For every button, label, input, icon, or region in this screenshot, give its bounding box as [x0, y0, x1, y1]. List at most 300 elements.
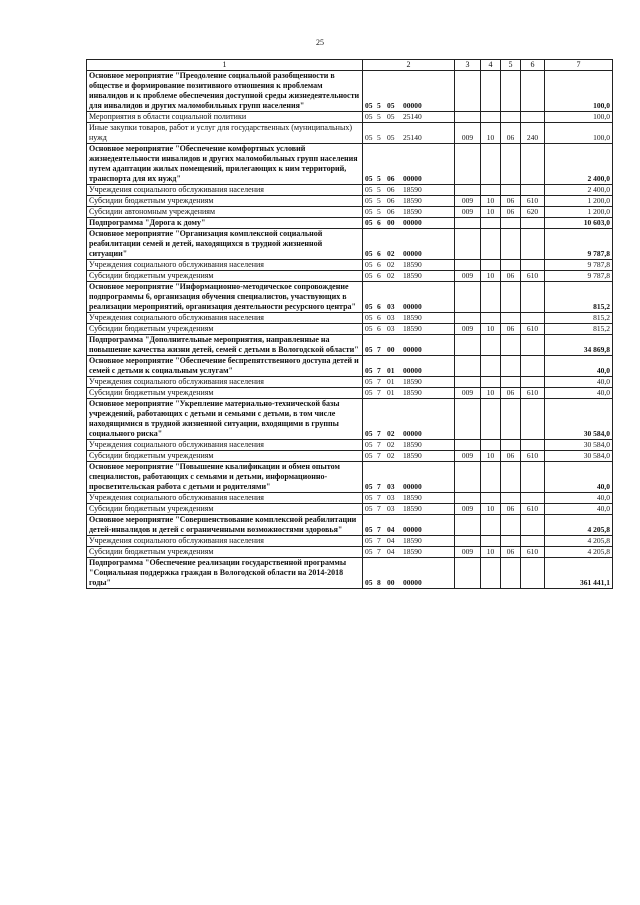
row-target-code: [363, 112, 455, 123]
row-section-code: [481, 260, 501, 271]
code-part-k4: 00000: [403, 345, 422, 354]
code-part-k3: 02: [387, 440, 395, 449]
code-part-k3: 03: [387, 302, 395, 311]
row-ministry-code: 009: [455, 388, 481, 399]
header-col-4: 4: [481, 60, 501, 71]
row-section-code: 10: [481, 388, 501, 399]
header-col-1: 1: [87, 60, 363, 71]
table-row: [87, 229, 613, 260]
row-expense-type: [521, 462, 545, 493]
code-part-k2: 7: [377, 493, 381, 502]
row-expense-type: 610: [521, 547, 545, 558]
row-section-code: [481, 377, 501, 388]
table-row: [87, 451, 613, 462]
row-section-code: [481, 229, 501, 260]
code-part-k1: 05: [365, 366, 373, 375]
row-target-code: [363, 462, 455, 493]
header-row: [87, 60, 613, 71]
row-ministry-code: [455, 356, 481, 377]
row-subsection-code: 06: [501, 547, 521, 558]
code-part-k2: 7: [377, 451, 381, 460]
row-subsection-code: [501, 260, 521, 271]
row-ministry-code: [455, 313, 481, 324]
row-ministry-code: [455, 185, 481, 196]
code-part-k1: 05: [365, 388, 373, 397]
row-subsection-code: [501, 335, 521, 356]
code-part-k2: 5: [377, 101, 381, 110]
row-expense-type: [521, 440, 545, 451]
table-row: [87, 388, 613, 399]
header-col-3: 3: [455, 60, 481, 71]
code-part-k2: 6: [377, 302, 381, 311]
row-subsection-code: [501, 112, 521, 123]
row-amount: 2 400,0: [545, 144, 613, 185]
table-row: [87, 144, 613, 185]
code-part-k3: 02: [387, 451, 395, 460]
row-ministry-code: [455, 399, 481, 440]
code-part-k2: 5: [377, 112, 381, 121]
row-subsection-code: [501, 185, 521, 196]
row-section-code: 10: [481, 271, 501, 282]
table-row: [87, 558, 613, 589]
row-subsection-code: 06: [501, 123, 521, 144]
table-row: [87, 218, 613, 229]
row-section-code: 10: [481, 547, 501, 558]
row-amount: 815,2: [545, 313, 613, 324]
code-part-k2: 5: [377, 133, 381, 142]
code-part-k4: 18590: [403, 207, 422, 216]
row-target-code: [363, 547, 455, 558]
row-target-code: [363, 71, 455, 112]
row-expense-type: [521, 377, 545, 388]
code-part-k3: 04: [387, 547, 395, 556]
code-part-k3: 06: [387, 174, 395, 183]
code-part-k3: 01: [387, 388, 395, 397]
table-row: [87, 536, 613, 547]
row-name: Учреждения социального обслуживания населения: [87, 377, 363, 388]
code-part-k4: 18590: [403, 451, 422, 460]
row-subsection-code: 06: [501, 207, 521, 218]
row-amount: 40,0: [545, 462, 613, 493]
table-row: [87, 196, 613, 207]
code-part-k2: 7: [377, 504, 381, 513]
row-amount: 100,0: [545, 71, 613, 112]
header-col-2: 2: [363, 60, 455, 71]
code-part-k2: 7: [377, 377, 381, 386]
code-part-k3: 05: [387, 133, 395, 142]
code-part-k1: 05: [365, 504, 373, 513]
code-part-k1: 05: [365, 112, 373, 121]
row-ministry-code: 009: [455, 123, 481, 144]
row-section-code: [481, 313, 501, 324]
row-ministry-code: 009: [455, 324, 481, 335]
code-part-k3: 03: [387, 313, 395, 322]
row-target-code: [363, 536, 455, 547]
row-ministry-code: 009: [455, 271, 481, 282]
code-part-k2: 7: [377, 482, 381, 491]
row-amount: 1 200,0: [545, 196, 613, 207]
row-name: Субсидии бюджетным учреждениям: [87, 271, 363, 282]
row-expense-type: 610: [521, 504, 545, 515]
code-part-k3: 03: [387, 482, 395, 491]
row-expense-type: 610: [521, 388, 545, 399]
row-ministry-code: 009: [455, 547, 481, 558]
row-amount: 30 584,0: [545, 399, 613, 440]
code-part-k1: 05: [365, 196, 373, 205]
row-ministry-code: 009: [455, 451, 481, 462]
table-row: [87, 399, 613, 440]
row-target-code: [363, 324, 455, 335]
row-ministry-code: [455, 144, 481, 185]
row-section-code: [481, 144, 501, 185]
row-ministry-code: [455, 229, 481, 260]
table-row: [87, 260, 613, 271]
row-target-code: [363, 440, 455, 451]
row-name: Субсидии бюджетным учреждениям: [87, 324, 363, 335]
row-section-code: 10: [481, 207, 501, 218]
row-name: Учреждения социального обслуживания населения: [87, 536, 363, 547]
row-subsection-code: 06: [501, 324, 521, 335]
code-part-k1: 05: [365, 578, 373, 587]
row-ministry-code: 009: [455, 196, 481, 207]
row-expense-type: 240: [521, 123, 545, 144]
row-subsection-code: [501, 218, 521, 229]
row-subsection-code: [501, 536, 521, 547]
row-target-code: [363, 229, 455, 260]
page-number: 25: [316, 38, 324, 47]
row-section-code: [481, 536, 501, 547]
row-target-code: [363, 207, 455, 218]
row-amount: 815,2: [545, 324, 613, 335]
row-ministry-code: [455, 462, 481, 493]
code-part-k1: 05: [365, 218, 373, 227]
code-part-k2: 7: [377, 388, 381, 397]
row-target-code: [363, 185, 455, 196]
row-expense-type: [521, 185, 545, 196]
row-expense-type: 610: [521, 196, 545, 207]
row-expense-type: 610: [521, 324, 545, 335]
code-part-k1: 05: [365, 345, 373, 354]
code-part-k3: 01: [387, 366, 395, 375]
row-target-code: [363, 558, 455, 589]
row-subsection-code: [501, 144, 521, 185]
row-expense-type: [521, 282, 545, 313]
row-target-code: [363, 282, 455, 313]
code-part-k3: 05: [387, 101, 395, 110]
row-section-code: [481, 558, 501, 589]
row-target-code: [363, 451, 455, 462]
row-expense-type: [521, 71, 545, 112]
header-col-5: 5: [501, 60, 521, 71]
code-part-k1: 05: [365, 493, 373, 502]
table-row: [87, 313, 613, 324]
code-part-k2: 8: [377, 578, 381, 587]
budget-table: [86, 59, 613, 589]
row-section-code: [481, 71, 501, 112]
code-part-k1: 05: [365, 324, 373, 333]
row-amount: 40,0: [545, 356, 613, 377]
row-amount: 100,0: [545, 112, 613, 123]
code-part-k2: 7: [377, 429, 381, 438]
table-row: [87, 493, 613, 504]
row-expense-type: [521, 313, 545, 324]
row-ministry-code: [455, 536, 481, 547]
row-expense-type: [521, 399, 545, 440]
code-part-k4: 25140: [403, 112, 422, 121]
table-row: [87, 123, 613, 144]
code-part-k2: 5: [377, 185, 381, 194]
code-part-k3: 04: [387, 536, 395, 545]
row-name: Субсидии бюджетным учреждениям: [87, 547, 363, 558]
code-part-k4: 18590: [403, 504, 422, 513]
row-name: Основное мероприятие "Информационно-методическое сопровождение подпрограммы 6, организация обучения специалистов, участвующих в реализации мероприятий, организация деятельности ресурсного центра": [87, 282, 363, 313]
code-part-k2: 6: [377, 271, 381, 280]
row-subsection-code: [501, 282, 521, 313]
code-part-k4: 18590: [403, 388, 422, 397]
code-part-k3: 02: [387, 249, 395, 258]
row-target-code: [363, 218, 455, 229]
table-row: [87, 112, 613, 123]
row-section-code: 10: [481, 123, 501, 144]
row-target-code: [363, 123, 455, 144]
code-part-k1: 05: [365, 133, 373, 142]
code-part-k1: 05: [365, 185, 373, 194]
row-name: Субсидии автономным учреждениям: [87, 207, 363, 218]
code-part-k4: 18590: [403, 377, 422, 386]
code-part-k1: 05: [365, 101, 373, 110]
code-part-k2: 7: [377, 440, 381, 449]
code-part-k3: 06: [387, 196, 395, 205]
row-target-code: [363, 313, 455, 324]
row-target-code: [363, 493, 455, 504]
row-section-code: 10: [481, 324, 501, 335]
code-part-k1: 05: [365, 547, 373, 556]
code-part-k1: 05: [365, 313, 373, 322]
code-part-k2: 6: [377, 218, 381, 227]
code-part-k4: 00000: [403, 101, 422, 110]
table-row: [87, 335, 613, 356]
row-section-code: [481, 356, 501, 377]
row-name: Основное мероприятие "Обеспечение беспрепятственного доступа детей и семей с детьми к социальным услугам": [87, 356, 363, 377]
code-part-k4: 00000: [403, 218, 422, 227]
code-part-k4: 18590: [403, 547, 422, 556]
code-part-k4: 18590: [403, 271, 422, 280]
table-row: [87, 282, 613, 313]
row-section-code: [481, 440, 501, 451]
row-subsection-code: [501, 440, 521, 451]
row-name: Учреждения социального обслуживания населения: [87, 493, 363, 504]
row-target-code: [363, 399, 455, 440]
code-part-k4: 18590: [403, 536, 422, 545]
row-amount: 1 200,0: [545, 207, 613, 218]
code-part-k2: 5: [377, 207, 381, 216]
code-part-k2: 6: [377, 324, 381, 333]
row-expense-type: 610: [521, 271, 545, 282]
row-ministry-code: [455, 218, 481, 229]
row-expense-type: 610: [521, 451, 545, 462]
row-section-code: [481, 282, 501, 313]
code-part-k2: 7: [377, 547, 381, 556]
table-row: [87, 185, 613, 196]
code-part-k4: 00000: [403, 302, 422, 311]
table-row: [87, 462, 613, 493]
row-name: Основное мероприятие "Обеспечение комфортных условий жизнедеятельности инвалидов и других маломобильных групп населения путем адаптации жилых помещений, прилегающих к ним территорий, транспорта для их нужд": [87, 144, 363, 185]
code-part-k1: 05: [365, 174, 373, 183]
row-target-code: [363, 515, 455, 536]
header-col-7: 7: [545, 60, 613, 71]
code-part-k3: 02: [387, 271, 395, 280]
table-row: [87, 207, 613, 218]
row-name: Основное мероприятие "Совершенствование комплексной реабилитации детей-инвалидов и детей с ограниченными возможностями здоровья": [87, 515, 363, 536]
code-part-k3: 02: [387, 429, 395, 438]
table-row: [87, 71, 613, 112]
row-amount: 9 787,8: [545, 229, 613, 260]
table-row: [87, 324, 613, 335]
code-part-k3: 03: [387, 493, 395, 502]
row-section-code: [481, 218, 501, 229]
row-ministry-code: [455, 71, 481, 112]
code-part-k1: 05: [365, 429, 373, 438]
row-name: Мероприятия в области социальной политики: [87, 112, 363, 123]
code-part-k4: 18590: [403, 440, 422, 449]
row-target-code: [363, 196, 455, 207]
row-ministry-code: [455, 260, 481, 271]
row-subsection-code: [501, 71, 521, 112]
table-row: [87, 356, 613, 377]
row-name: Основное мероприятие "Организация комплексной социальной реабилитации семей и детей, находящихся в трудной жизненной ситуации": [87, 229, 363, 260]
row-name: Основное мероприятие "Укрепление материально-технической базы учреждений, работающих с детьми и семьями с детьми, в том числе находящимися в трудной жизненной ситуации, входящими в группы социального риска": [87, 399, 363, 440]
row-subsection-code: [501, 313, 521, 324]
table-row: [87, 504, 613, 515]
row-ministry-code: [455, 515, 481, 536]
code-part-k1: 05: [365, 482, 373, 491]
code-part-k3: 00: [387, 345, 395, 354]
code-part-k3: 01: [387, 377, 395, 386]
code-part-k1: 05: [365, 207, 373, 216]
code-part-k3: 03: [387, 324, 395, 333]
code-part-k2: 5: [377, 196, 381, 205]
row-target-code: [363, 377, 455, 388]
row-section-code: [481, 462, 501, 493]
row-subsection-code: 06: [501, 504, 521, 515]
table-row: [87, 440, 613, 451]
row-subsection-code: 06: [501, 196, 521, 207]
code-part-k4: 18590: [403, 196, 422, 205]
code-part-k4: 00000: [403, 525, 422, 534]
row-section-code: [481, 335, 501, 356]
code-part-k2: 6: [377, 260, 381, 269]
row-expense-type: [521, 356, 545, 377]
table-row: [87, 547, 613, 558]
row-target-code: [363, 335, 455, 356]
code-part-k3: 02: [387, 260, 395, 269]
code-part-k2: 7: [377, 536, 381, 545]
row-name: Субсидии бюджетным учреждениям: [87, 388, 363, 399]
code-part-k4: 25140: [403, 133, 422, 142]
code-part-k1: 05: [365, 536, 373, 545]
code-part-k4: 00000: [403, 249, 422, 258]
code-part-k4: 18590: [403, 260, 422, 269]
code-part-k3: 04: [387, 525, 395, 534]
row-target-code: [363, 356, 455, 377]
row-expense-type: [521, 218, 545, 229]
code-part-k3: 00: [387, 218, 395, 227]
code-part-k4: 18590: [403, 313, 422, 322]
row-expense-type: 620: [521, 207, 545, 218]
row-amount: 30 584,0: [545, 451, 613, 462]
row-expense-type: [521, 144, 545, 185]
row-section-code: [481, 399, 501, 440]
row-ministry-code: [455, 558, 481, 589]
row-section-code: 10: [481, 504, 501, 515]
row-subsection-code: 06: [501, 388, 521, 399]
row-ministry-code: 009: [455, 504, 481, 515]
code-part-k4: 18590: [403, 493, 422, 502]
code-part-k3: 00: [387, 578, 395, 587]
row-target-code: [363, 144, 455, 185]
row-subsection-code: [501, 377, 521, 388]
row-ministry-code: [455, 335, 481, 356]
row-amount: 4 205,8: [545, 547, 613, 558]
row-amount: 40,0: [545, 377, 613, 388]
row-subsection-code: [501, 462, 521, 493]
code-part-k1: 05: [365, 377, 373, 386]
row-section-code: [481, 185, 501, 196]
row-name: Учреждения социального обслуживания населения: [87, 260, 363, 271]
row-ministry-code: [455, 440, 481, 451]
row-name: Учреждения социального обслуживания населения: [87, 313, 363, 324]
row-amount: 30 584,0: [545, 440, 613, 451]
code-part-k2: 6: [377, 249, 381, 258]
table-row: [87, 515, 613, 536]
code-part-k4: 18590: [403, 185, 422, 194]
row-amount: 4 205,8: [545, 536, 613, 547]
row-amount: 40,0: [545, 388, 613, 399]
code-part-k4: 00000: [403, 578, 422, 587]
row-expense-type: [521, 536, 545, 547]
row-amount: 9 787,8: [545, 271, 613, 282]
row-amount: 34 869,8: [545, 335, 613, 356]
row-name: Иные закупки товаров, работ и услуг для государственных (муниципальных) нужд: [87, 123, 363, 144]
row-name: Подпрограмма "Дополнительные мероприятия, направленные на повышение качества жизни детей, семей с детьми в Вологодской области": [87, 335, 363, 356]
code-part-k1: 05: [365, 451, 373, 460]
row-amount: 40,0: [545, 504, 613, 515]
row-expense-type: [521, 112, 545, 123]
row-expense-type: [521, 493, 545, 504]
row-target-code: [363, 504, 455, 515]
code-part-k1: 05: [365, 249, 373, 258]
row-subsection-code: [501, 229, 521, 260]
row-expense-type: [521, 260, 545, 271]
row-amount: 10 603,0: [545, 218, 613, 229]
code-part-k1: 05: [365, 302, 373, 311]
table-row: [87, 377, 613, 388]
code-part-k3: 03: [387, 504, 395, 513]
row-section-code: 10: [481, 451, 501, 462]
row-amount: 361 441,1: [545, 558, 613, 589]
row-amount: 4 205,8: [545, 515, 613, 536]
row-name: Субсидии бюджетным учреждениям: [87, 451, 363, 462]
row-target-code: [363, 271, 455, 282]
code-part-k4: 00000: [403, 482, 422, 491]
code-part-k1: 05: [365, 440, 373, 449]
row-name: Учреждения социального обслуживания населения: [87, 185, 363, 196]
code-part-k3: 06: [387, 207, 395, 216]
row-name: Подпрограмма "Дорога к дому": [87, 218, 363, 229]
row-subsection-code: [501, 515, 521, 536]
code-part-k4: 00000: [403, 366, 422, 375]
table-row: [87, 271, 613, 282]
